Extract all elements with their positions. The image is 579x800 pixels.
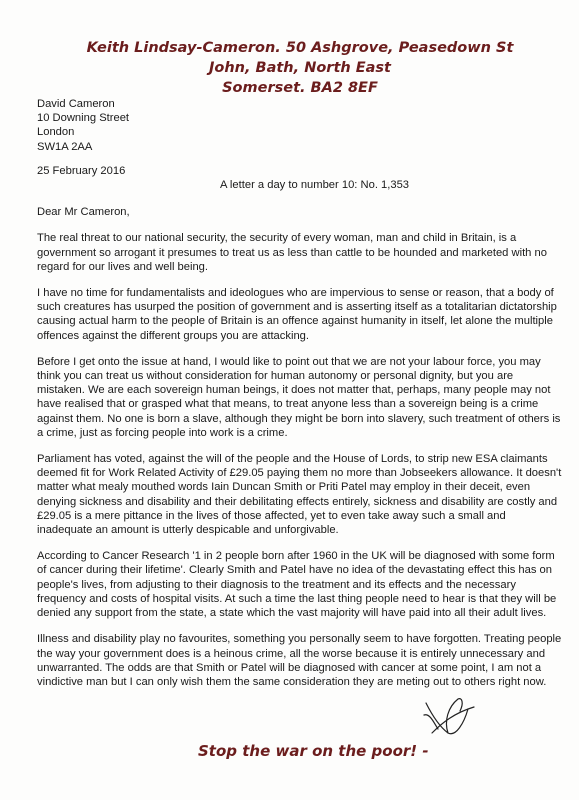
paragraph: Before I get onto the issue at hand, I would like to point out that we are not your labour force, you may think you can treat us without consideration for human autonomy or personal dignity, but you are mistaken. We are each sovereign human beings, it does not matter that, perhaps, many people may not have realised that or grasped what that means, to treat anyone less than a sovereign being is a crime against them. No one is born a slave, although they might be born into slavery, such treatment of others is a crime, just as forcing people into work is a crime. [37,355,561,439]
letterhead [70,38,530,98]
recipient-name: David Cameron [37,98,115,110]
paragraph: The real threat to our national security, the security of every woman, man and child in Britain, is a government so arrogant it presumes to treat us as less than cattle to be hounded and marketed with no regard for our lives and well being. [37,232,547,273]
paragraph: I have no time for fundamentalists and ideologues who are impervious to sense or reason, that a body of such creatures has usurped the position of government and is asserting itself as a totalitarian dictatorship causing actual harm to the people of Britain is an offence against humanity in itself, let alone the multiple offences against the different groups you are attacking. [37,287,557,342]
letter-body [37,97,562,689]
recipient-postcode: SW1A 2AA [37,140,93,153]
handwritten-signature [418,693,478,741]
letter-date: 25 February 2016 [37,164,126,177]
paragraph: According to Cancer Research '1 in 2 people born after 1960 in the UK will be diagnosed with some form of cancer during their lifetime'. Clearly Smith and Patel have no idea of the devastating effect this has on people's lives, from adjusting to their diagnosis to the treatment and its effects and the necessary frequency and costs of hospital visits. At such a time the last thing people need to hear is that they will be denied any support from the state, a state which the vast majority will have paid into all their adult lives. [37,550,557,620]
letterhead-line-2: Somerset. BA2 8EF [222,80,378,96]
footer-slogan: Stop the war on the poor! - [198,742,429,760]
letterhead-line-1: Keith Lindsay-Cameron. 50 Ashgrove, Peasedown St John, Bath, North East [86,40,514,76]
recipient-street: 10 Downing Street [37,112,130,125]
recipient-city: London [37,126,75,139]
letter-reference: A letter a day to number 10: No. 1,353 [219,179,410,192]
salutation: Dear Mr Cameron, [37,206,130,219]
paragraph: Parliament has voted, against the will of the people and the House of Lords, to strip new ESA claimants deemed fit for Work Related Activity of £29.05 paying them no more than Jobseekers allowance. It doesn't matter what mealy mouthed words Iain Duncan Smith or Priti Patel may employ in their deceit, even denying sickness and disability and their debilitating effects entirely, sickness and disability are costly and £29.05 is a mere pittance in the lives of those affected, yet to even take away such a small and inadequate an amount is utterly despicable and unforgivable. [37,453,562,537]
paragraph: Illness and disability play no favourites, something you personally seem to have forgotten. Treating people the way your government does is a heinous crime, all the worse because it is entirely unnecessary and unwarranted. The odds are that Smith or Patel will be diagnosed with cancer at some point, I am not a vindictive man but I can only wish them the same consideration they are meting out to others right now. [37,633,562,688]
recipient-address [37,97,562,154]
